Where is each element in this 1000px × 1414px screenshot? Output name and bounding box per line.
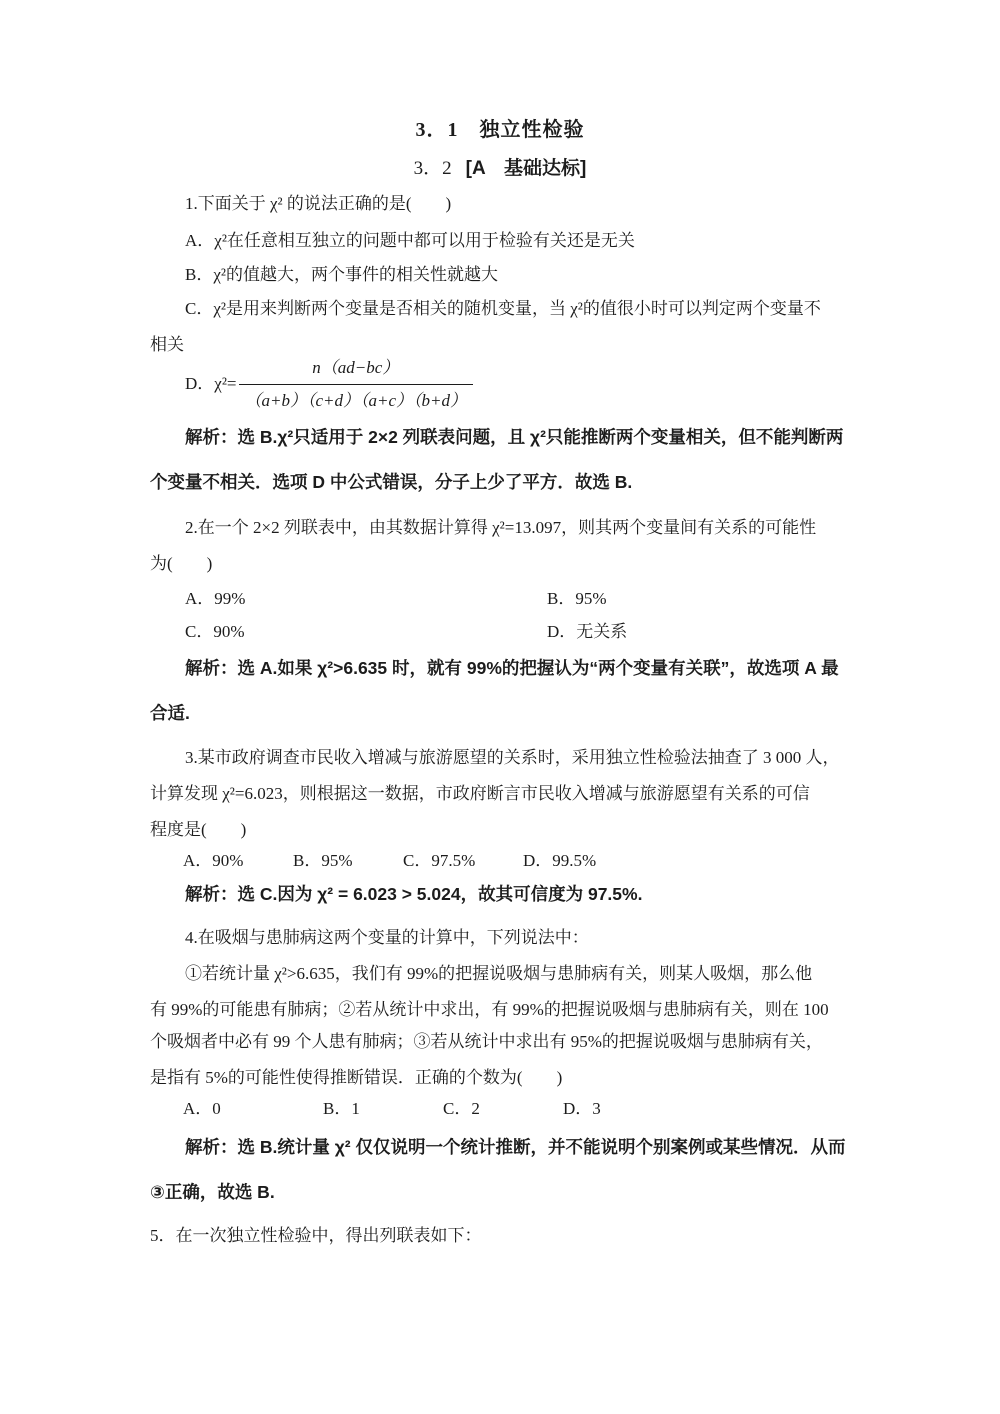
fraction-numerator: n（ad−bc） (312, 357, 400, 377)
q1-option-d-label: D．χ²= (185, 374, 237, 393)
q4-option-b: B．1 (323, 1099, 360, 1118)
q1-option-a: A．χ²在任意相互独立的问题中都可以用于检验有关还是无关 (185, 231, 635, 250)
section-heading (0, 156, 1000, 182)
q3-solution-line1: 解析：选 C.因为 χ² = 6.023 > 5.024，故其可信度为 97.5%. (185, 884, 643, 904)
q4-body-line4: 是指有 5%的可能性使得推断错误．正确的个数为( ) (150, 1068, 563, 1087)
q4-body-line1: ①若统计量 χ²>6.635，我们有 99%的把握说吸烟与患肺病有关，则某人吸烟，那么他 (185, 964, 813, 983)
q2-stem-line2: 为( ) (150, 554, 213, 573)
q2-solution-line1: 解析：选 A.如果 χ²>6.635 时，就有 99%的把握认为“两个变量有关联”，故选项 A 最 (185, 658, 839, 678)
q1-solution-line1: 解析：选 B.χ²只适用于 2×2 列联表问题，且 χ²只能推断两个变量相关，但不能判断两 (185, 427, 844, 447)
q4-option-a: A．0 (183, 1099, 221, 1118)
q4-solution-line2: ③正确，故选 B. (150, 1182, 275, 1202)
q3-option-a: A．90% (183, 851, 244, 870)
q3-stem-line2: 计算发现 χ²=6.023，则根据这一数据，市政府断言市民收入增减与旅游愿望有关系的可信 (150, 784, 810, 803)
q2-solution-line2: 合适. (150, 703, 190, 723)
q4-solution-line1: 解析：选 B.统计量 χ² 仅仅说明一个统计推断，并不能说明个别案例或某些情况．从而 (185, 1137, 846, 1157)
q1-stem: 1.下面关于 χ² 的说法正确的是( ) (185, 194, 452, 213)
q4-option-c: C．2 (443, 1099, 480, 1118)
q2-option-d: D．无关系 (547, 622, 628, 641)
q3-option-c: C．97.5% (403, 851, 476, 870)
q3-option-b: B．95% (293, 851, 353, 870)
q4-body-line2: 有 99%的可能患有肺病；②若从统计中求出，有 99%的把握说吸烟与患肺病有关，则在 100 (150, 1000, 829, 1019)
q1-option-c-line2: 相关 (150, 335, 184, 354)
q5-stem: 5．在一次独立性检验中，得出列联表如下： (150, 1226, 482, 1245)
q1-option-d-fraction (239, 355, 473, 414)
q2-option-b: B．95% (547, 589, 607, 608)
fraction-denominator: （a+b）（c+d）（a+c）（b+d） (239, 384, 473, 414)
section-number: 3．2 (413, 158, 452, 179)
section-tag: [A 基础达标] (465, 158, 587, 179)
q1-option-d (185, 355, 473, 413)
q4-option-d: D．3 (563, 1099, 601, 1118)
q2-option-a: A．99% (185, 589, 246, 608)
q1-solution-line2: 个变量不相关．选项 D 中公式错误，分子上少了平方．故选 B. (150, 472, 633, 492)
q3-option-d: D．99.5% (523, 851, 597, 870)
q2-stem-line1: 2.在一个 2×2 列联表中，由其数据计算得 χ²=13.097，则其两个变量间有关系的可能性 (185, 518, 817, 537)
q3-stem-line1: 3.某市政府调查市民收入增减与旅游愿望的关系时，采用独立性检验法抽查了 3 000 人， (185, 748, 840, 767)
q4-body-line3: 个吸烟者中必有 99 个人患有肺病；③若从统计中求出有 95%的把握说吸烟与患肺病有关， (150, 1032, 823, 1051)
q1-option-c-line1: C．χ²是用来判断两个变量是否相关的随机变量，当 χ²的值很小时可以判定两个变量不 (185, 299, 821, 318)
q1-option-b: B．χ²的值越大，两个事件的相关性就越大 (185, 265, 498, 284)
q4-stem: 4.在吸烟与患肺病这两个变量的计算中，下列说法中： (185, 928, 589, 947)
q3-stem-line3: 程度是( ) (150, 820, 247, 839)
q2-option-c: C．90% (185, 622, 245, 641)
doc-title: 3．1 独立性检验 (415, 119, 585, 141)
